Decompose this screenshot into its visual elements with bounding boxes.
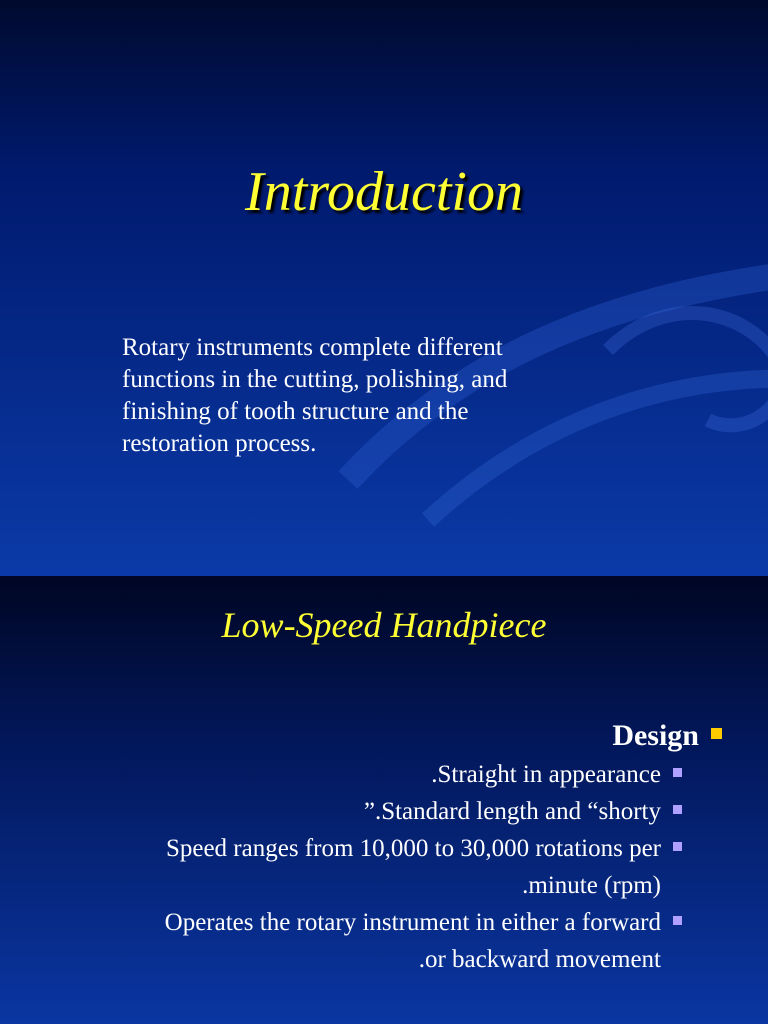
intro-line: Rotary instruments complete different [122,334,503,361]
slide-title: Low-Speed Handpiece [221,605,547,645]
intro-line: finishing of tooth structure and the [122,398,469,425]
square-bullet-icon [673,916,682,925]
list-item-text: Speed ranges from 10,000 to 30,000 rotations per [165,835,661,862]
square-bullet-icon [673,805,682,814]
heading-design: Design [612,719,699,752]
square-bullet-icon [673,842,682,851]
list-item-text: Operates the rotary instrument in either a forward [164,909,661,936]
slide-title: Introduction [245,161,523,223]
intro-line: functions in the cutting, polishing, and [122,366,508,393]
list-item-text: .Straight in appearance [431,761,661,788]
list-item [82,904,682,978]
list-heading [82,716,722,756]
intro-paragraph [122,332,602,460]
square-bullet-icon [673,768,682,777]
bullet-list [82,716,722,978]
list-item [82,793,682,830]
slide-low-speed-handpiece [0,576,768,1024]
list-item-text: .or backward movement [418,946,661,973]
list-item [82,830,682,904]
intro-line: restoration process. [122,430,317,457]
square-bullet-icon [711,728,722,739]
list-item [82,756,682,793]
list-item-text: ”.Standard length and “shorty [363,798,661,825]
list-item-text: .minute (rpm) [522,872,661,899]
